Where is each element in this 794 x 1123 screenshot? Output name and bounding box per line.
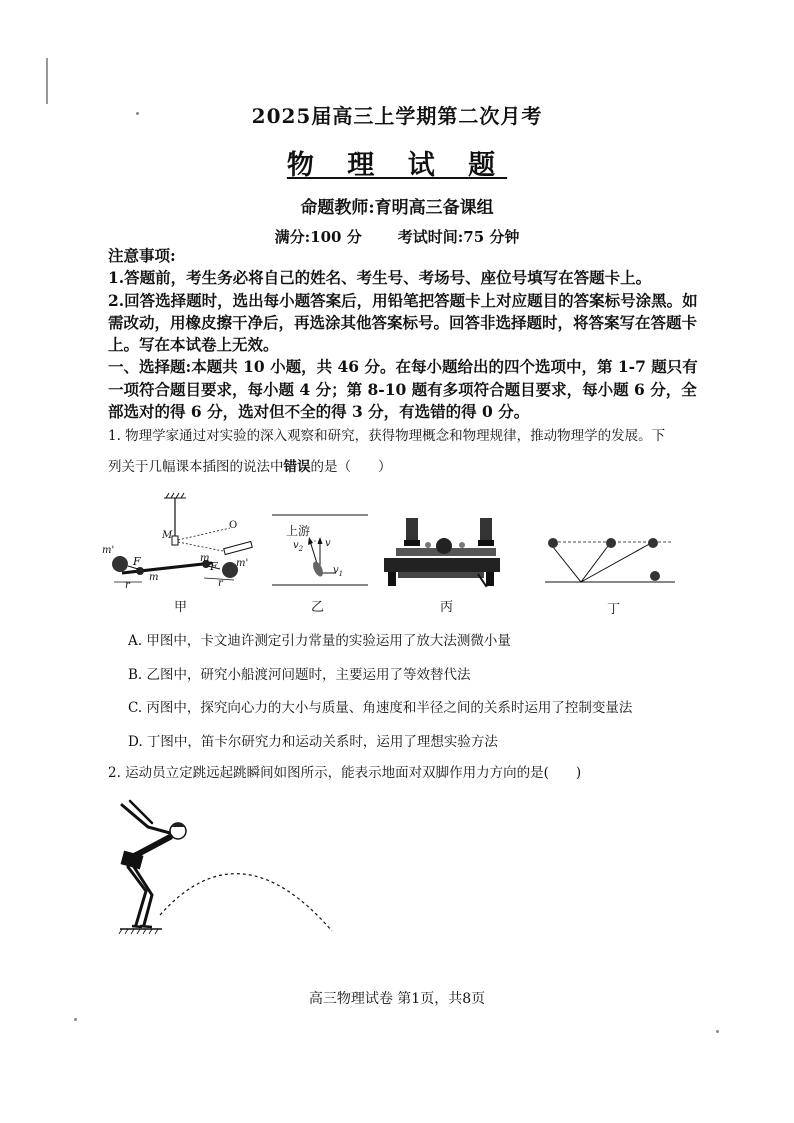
mirror xyxy=(172,536,178,545)
question-1-option-c: C. 丙图中，探究向心力的大小与质量、角速度和半径之间的关系时运用了控制变量法 xyxy=(128,700,633,716)
figure-label-force: F xyxy=(210,560,218,573)
figure-label-m: m xyxy=(149,572,159,583)
figure-jia-cavendish xyxy=(100,490,260,590)
ball xyxy=(548,538,558,548)
emphasis-text: 错误 xyxy=(283,459,311,475)
figure-label-v: v xyxy=(325,538,331,549)
figure-label-v1: $v_1$ xyxy=(333,565,344,578)
question-1-line: 1. 物理学家通过对实验的深入观察和研究，获得物理概念和物理规律，推动物理学的发展。下 xyxy=(108,428,666,444)
ball xyxy=(648,538,658,548)
apparatus-base xyxy=(384,558,500,572)
question-1-stem xyxy=(108,425,708,478)
figure-bing-centripetal-apparatus xyxy=(382,512,512,592)
figure-caption-bing: 丙 xyxy=(440,600,454,615)
athlete-legs xyxy=(128,867,146,925)
jump-trajectory xyxy=(160,874,332,931)
figure-label-upstream: 上游 xyxy=(286,524,311,538)
figure-label-v2: $v_2$ xyxy=(293,540,304,553)
figure-caption-ding: 丁 xyxy=(607,602,621,617)
section-one-instructions: 一、选择题:本题共 10 小题，共 46 分。在每小题给出的四个选项中，第 1-7 题只有一项符合题目要求，每小题 4 分；第 8-10 题有多项符合题目要求，每小题 6 分，全部选对的得 6 分，选对但不全的得 3 分，有选错的得 0 分。 xyxy=(108,357,698,422)
figure-label-m-prime: m' xyxy=(236,558,249,569)
question-1-option-d: D. 丁图中，笛卡尔研究力和运动关系时，运用了理想实验方法 xyxy=(128,734,498,750)
athlete-arms xyxy=(122,805,170,833)
page-footer: 高三物理试卷 第1页，共8页 xyxy=(308,991,486,1007)
ball xyxy=(650,571,660,581)
sleeve-cylinder xyxy=(406,518,418,540)
note-item: 2.回答选择题时，选出每小题答案后，用铅笔把答题卡上对应题目的答案标号涂黑。如需改动，用橡皮擦干净后，再选涂其他答案标号。回答非选择题时，将答案写在答题卡上。写在本试卷上无效。 xyxy=(108,290,698,355)
figure-caption-yi: 乙 xyxy=(311,600,325,615)
scale xyxy=(224,541,253,554)
light-ray xyxy=(178,528,230,540)
boat xyxy=(311,560,325,578)
question-1-line: 列关于几幅课本插图的说法中错误的是（ ） xyxy=(108,459,392,475)
figure-label-m-prime: m' xyxy=(102,545,115,556)
figure-label-force: F xyxy=(133,555,141,568)
sleeve-cylinder xyxy=(480,518,492,540)
question-1-option-a: A. 甲图中，卡文迪许测定引力常量的实验运用了放大法测微小量 xyxy=(128,633,511,649)
large-ball xyxy=(112,556,128,572)
incline-track xyxy=(549,542,611,582)
ceiling-hatch xyxy=(164,493,186,498)
question-2-stem: 2. 运动员立定跳远起跳瞬间如图所示，能表示地面对双脚作用力方向的是( ) xyxy=(108,765,582,781)
figure-ding-ideal-experiment xyxy=(545,530,680,585)
incline-track xyxy=(581,542,653,582)
athlete-feet xyxy=(132,926,152,927)
figure-long-jump-athlete xyxy=(100,795,340,940)
figure-caption-jia: 甲 xyxy=(174,600,188,615)
scan-edge-mark xyxy=(46,58,48,104)
notes-heading: 注意事项: xyxy=(108,246,176,265)
author-line: 命题教师:育明高三备课组 xyxy=(300,198,494,218)
exam-notes xyxy=(108,245,702,423)
scan-dot xyxy=(716,1030,719,1033)
score-line: 满分:100 分 考试时间:75 分钟 xyxy=(274,228,520,246)
figure-label-M: M xyxy=(162,530,173,541)
note-item: 1.答题前，考生务必将自己的姓名、考生号、考场号、座位号填写在答题卡上。 xyxy=(108,268,652,288)
figure-label-O: O xyxy=(229,520,238,531)
figure-label-r: r xyxy=(218,578,223,589)
question-1-option-b: B. 乙图中，研究小船渡河问题时，主要运用了等效替代法 xyxy=(128,667,471,683)
small-ball xyxy=(136,567,144,575)
pulley xyxy=(436,538,452,554)
ball xyxy=(606,538,616,548)
subject-title: 物 理 试 题 xyxy=(286,150,508,181)
scan-dot xyxy=(74,1018,77,1021)
figure-label-r: r xyxy=(125,580,130,591)
figure-label-m: m xyxy=(200,553,210,564)
light-ray xyxy=(178,542,228,552)
exam-title: 2025届高三上学期第二次月考 xyxy=(251,104,543,128)
